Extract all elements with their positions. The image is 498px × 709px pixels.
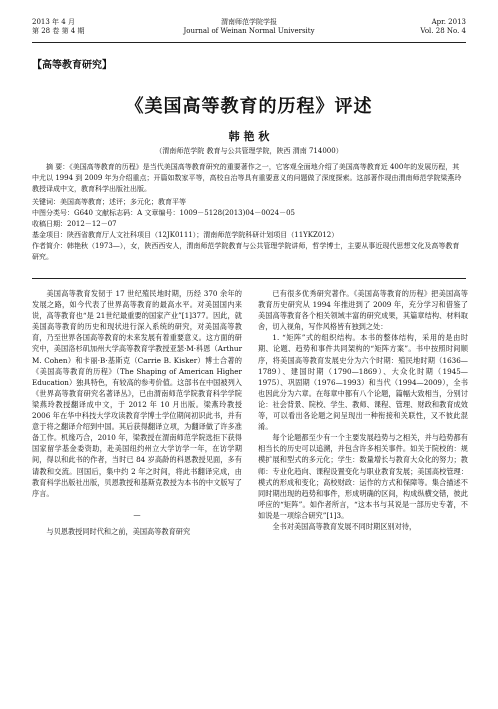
header-volume-en: Vol. 28 No. 4 <box>420 27 466 35</box>
received-date: 收稿日期：2012－12－07 <box>32 220 117 228</box>
body-paragraph-subsection: 1. “矩阵”式的组织结构。本书的整体结构，采用的是由时期、论题、趋势和事件共同架构的“矩阵方案”。书中按照时间顺序，将美国高等教育发展史分为六个时期：殖民地时期（1636—1789）、建国时期（1790—1869）、大众化时期（1945—1975）、巩固期（1976—1993）和当代（1994—2009），全书也因此分为六章。在每章中都有八个论题，篇幅大致相当，分别讨论：社会背景、院校、学生、教师、课程、管理、财政和教育成效等，可以看出各论题之间呈现出一种衔接和关联性，又不彼此混淆。 <box>258 333 468 432</box>
header-right <box>420 18 466 36</box>
journal-name-cn: 渭南师范学院学报 <box>221 18 277 26</box>
header-center <box>32 18 466 36</box>
header-date: 2013 年 4 月 <box>32 18 75 26</box>
body-paragraph: 每个论题都至少有一个主要发展趋势与之相关，并与趋势都有相当长的历史可以追溯，并包含许多相关事件。如关于院校的：规模扩展和型式的多元化；学生：数量增长与教育大众化的努力；教师：专业化趋向、课程设置变化与职业教育发展；美国高校管理：模式的形成和变化；高校财政：运作的方式和保障等。集合描述不同时期出现的趋势和事件，形成明确的区间，构成纵横交错，彼此呼应的“矩阵”。如作者所言，“这本书与其说是一部历史专著，不如说是一项综合研究”[1]3。 <box>258 433 468 520</box>
header-date-en: Apr. 2013 <box>431 18 466 26</box>
paper-title: 《美国高等教育的历程》评述 <box>125 96 373 117</box>
body-column-left <box>32 288 242 537</box>
body-paragraph: 已有很多优秀研究著作。《美国高等教育的历程》把美国高等教育历史研究从 1994 年推进到了 2009 年，充分学习和借鉴了美国高等教育各个相关领域丰富的研究成果，其篇章结构、材料取舍，切入视角，写作风格皆有独到之处： <box>258 289 468 332</box>
author-bio: 作者简介：韩艳秋（1973—），女，陕西西安人，渭南师范学院教育与公共管理学院讲师，哲学博士，主要从事近现代思想文化及高等教育研究。 <box>32 242 460 261</box>
metadata-divider <box>32 278 466 279</box>
body-paragraph: 美国高等教育发韧于 17 世纪殖民地时期，历经 370 余年的发展之路，如今代表了世界高等教育的最高水平。对美国国内来说，高等教育也“是 21世纪最重要的国家产业”[1]377。因此，就美国高等教育的历史和现状进行深入系统的研究，对美国高等教育，乃至世界各国高等教育的未来发展有着重要意义。这方面的研究中，美国洛杉矶加州大学高等教育学教授亚瑟·M·科恩（Arthur M. Cohen）和卡丽·B·基斯克（Carrie B. Kisker）博士合著的《美国高等教育的历程》（The Shaping of American Higher Education）独具特色，有较高的参考价值。这部书在中国被列入《世界高等教育研究名著译丛》，已由渭南师范学院教育科学学院梁燕玲教授翻译成中文，于 2012 年 10 月出版。梁燕玲教授 2006 年在华中科技大学攻读教育学博士学位期间初识此书，并有意于将之翻译介绍到中国。其后获得翻译立项，为翻译做了许多准备工作。机缘巧合，2010 年，梁教授在渭南师范学院选拒下获得国家留学基金委资助，赴美国纽约州立大学访学一年，在访学期间，得以和此书的作者，当时已 84 岁高龄的科恩教授见面，多有请教和交流。回国后，集中约 2 年之时间，将此书翻译完成，由教育科学出版社出版，贝恩教授和基斯克教授为本书的中文版写了序言。 <box>32 289 242 498</box>
keywords: 关键词：美国高等教育；述评；多元化；教育平等 <box>32 198 186 206</box>
classification-line: 中图分类号：G640 文献标志码：A 文章编号：1009－5128(2013)04－0024－05 <box>32 209 295 217</box>
running-header <box>32 18 466 43</box>
body-paragraph-continued: 与贝恩教授同时代和之前，美国高等教育研究 <box>46 526 191 536</box>
body-paragraph: 全书对美国高等教育发展不同时期区别对待， <box>272 521 417 531</box>
header-volume: 第 28 卷 第 4 期 <box>32 27 85 35</box>
section-tag: 【高等教育研究】 <box>32 60 112 71</box>
column-dash: — <box>133 509 141 519</box>
author-name: 韩 艳 秋 <box>228 130 270 143</box>
journal-name-en: Journal of Weinan Normal University <box>183 27 315 35</box>
abstract: 摘 要：《美国高等教育的历程》是当代美国高等教育研究的重要著作之一，它客观全面地介绍了美国高等教育近 400年的发展历程，其中尤以 1994 到 2009 年为介绍重点；开篇如数家平等，高校自治等具有重要意义的问题做了深度探索。这部著作现由渭南师范学院梁燕玲教授译成中文，教育科学出版社出版。 <box>32 163 462 193</box>
fund-info: 基金项目：陕西省教育厅人文社科项目（12JK0111）；渭南师范学院科研计划项目（11YKZ012） <box>32 231 339 239</box>
author-affiliation: （渭南师范学院 教育与公共管理学院，陕西 渭南 714000） <box>155 147 343 155</box>
body-column-right <box>258 288 468 532</box>
article-metadata <box>32 162 466 263</box>
